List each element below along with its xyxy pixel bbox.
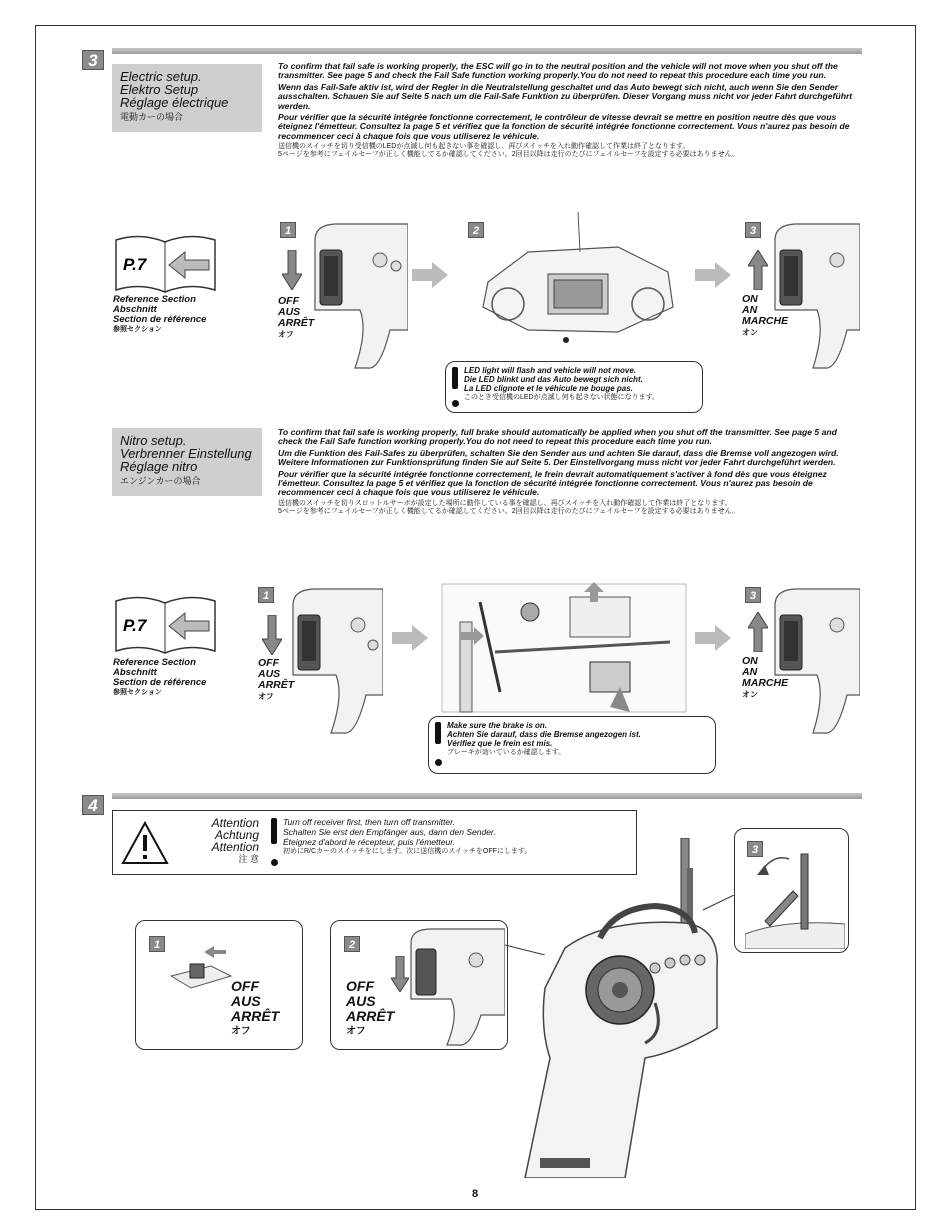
electric-note-callout (445, 361, 703, 413)
step4-off-fr-2: ARRÊT (346, 1008, 395, 1024)
nitro-off-en: OFF (258, 657, 279, 669)
transmitter-off-illustration (300, 220, 408, 370)
nitro-text-jp1: 送信機のスイッチを切りスロットルサーボが設定した場所に動作している事を確認し、再びスイッチを入れ動作確認して作業は終了となります。 (278, 499, 732, 507)
step4-off-jp-1: オフ (231, 1026, 251, 1037)
step4-off-de-2: AUS (346, 993, 376, 1009)
electric-sub2-badge: 2 (468, 222, 484, 238)
arrow-right-icon (695, 625, 731, 651)
step-4-bar (112, 793, 862, 799)
exclamation-icon (435, 722, 441, 744)
electric-instructions (278, 62, 856, 159)
exclamation-icon (271, 818, 277, 844)
nitro-title-jp: エンジンカーの場合 (120, 476, 201, 486)
step4-transmitter-off-label (346, 979, 394, 1039)
warn-de: Schalten Sie erst den Empfänger aus, dann den Sender. (283, 827, 496, 837)
electric-title-de: Elektro Setup (120, 82, 199, 97)
electric-off-label (278, 296, 314, 340)
nitro-text-en: To confirm that fail safe is working properly, full brake should automatically be applied when you shut off the transmitter. See page 5 and check the Fail Safe function working properly.You do not need to repeat this procedure each time you run. (278, 427, 837, 447)
nitro-text-fr: Pour vérifier que la sécurité intégrée fonctionne correctement, le frein devrait automatiquement s'activer à fond dès que vous éteignez l'émetteur. Consultez la page 5 et vérifiez que la fonction de sécurité intégrée fonctionne correctement. Vous n'aurez pas besoin de recommencer ceci à chaque fois que vous utiliserez le véhicule. (278, 468, 827, 498)
electric-ref-page: P.7 (123, 255, 147, 274)
antenna-illustration (745, 849, 845, 949)
warn-jp: 初めにR/Cカーのスイッチをにします。次に送信機のスイッチをOFFにします。 (283, 848, 532, 855)
step4-off-en-1: OFF (231, 978, 259, 994)
arrow-up-icon (748, 250, 768, 290)
electric-ref-jp: 参照セクション (113, 326, 162, 333)
electric-off-en: OFF (278, 295, 299, 307)
bullet-icon (435, 759, 442, 766)
electric-title-en: Electric setup. (120, 69, 202, 84)
warn-fr: Éteignez d'abord le récepteur, puis l'émetteur. (283, 837, 456, 847)
nitro-ref-de: Abschnitt (113, 667, 157, 678)
attention-jp: 注 意 (238, 854, 259, 864)
arrow-right-icon (412, 262, 448, 288)
electric-text-en: To confirm that fail safe is working properly, the ESC will go in to the neutral position and the vehicle will not move when you shut off the transmitter. See page 5 and check the Fail Safe function working properly.You do not need to repeat this procedure each time you run. (278, 61, 838, 81)
electric-note-de: Die LED blinkt und das Auto bewegt sich nicht. (464, 375, 643, 384)
step-3-bar (112, 48, 862, 54)
nitro-ref-jp: 参照セクション (113, 689, 162, 696)
step4-off-fr-1: ARRÊT (231, 1008, 280, 1024)
nitro-on-fr: MARCHE (742, 677, 789, 689)
electric-ref-fr: Section de référence (113, 314, 207, 325)
nitro-off-fr: ARRÊT (258, 679, 295, 691)
buggy-chassis-illustration (468, 212, 690, 362)
nitro-note-en: Make sure the brake is on. (447, 721, 548, 730)
step4-off-en-2: OFF (346, 978, 374, 994)
step4-off-jp-2: オフ (346, 1026, 366, 1037)
electric-title-jp: 電動カーの場合 (120, 112, 184, 122)
nitro-on-label (742, 656, 788, 700)
attention-en: Attention (211, 816, 259, 830)
electric-setup-box (112, 64, 262, 132)
nitro-note-jp: ブレーキが効いているか確認します。 (447, 749, 566, 756)
arrow-down-icon (282, 250, 302, 290)
warn-en: Turn off receiver first, then turn off transmitter. (283, 817, 455, 827)
electric-note-en: LED light will flash and vehicle will not move. (464, 366, 637, 375)
bullet-icon (452, 400, 459, 407)
electric-title-fr: Réglage électrique (120, 95, 229, 110)
arrow-right-icon (392, 625, 428, 651)
electric-off-de: AUS (278, 306, 301, 318)
nitro-off-de: AUS (258, 668, 281, 680)
nitro-ref-page: P.7 (123, 616, 147, 635)
electric-on-fr: MARCHE (742, 315, 789, 327)
electric-ref-en: Reference Section (113, 294, 196, 305)
brake-linkage-illustration (440, 582, 688, 714)
electric-text-jp2: 5ページを参考にフェイルセーフが正しく機能してるか確認してください。2回目以降は走行のたびにフェイルセーフを設定する必要はありません。 (278, 151, 740, 159)
electric-sub3-badge: 3 (745, 222, 761, 238)
electric-on-de: AN (742, 304, 758, 316)
nitro-text-de: Um die Funktion des Fail-Safes zu überprüfen, schalten Sie den Sender aus und achten Sie darauf, dass die Bremse voll angezogen wird. Weitere Informationen zur Funktionsprüfung finden Sie auf Seite 5. Der Einstellvorgang muss nicht vor jeder Fahrt durchgeführt werden. (278, 447, 839, 468)
arrow-right-icon (695, 262, 731, 288)
electric-off-jp: オフ (278, 330, 294, 339)
nitro-reference (113, 658, 206, 698)
attention-de: Achtung (214, 828, 259, 842)
nitro-sub1-badge: 1 (258, 587, 274, 603)
nitro-note-de: Achten Sie darauf, dass die Bremse angezogen ist. (447, 730, 641, 739)
nitro-instructions (278, 428, 856, 516)
electric-on-en: ON (742, 293, 758, 305)
nitro-setup-box (112, 428, 262, 496)
nitro-note-callout (428, 716, 716, 774)
nitro-ref-en: Reference Section (113, 657, 196, 668)
electric-on-label (742, 294, 788, 338)
transmitter-off-illustration (401, 925, 505, 1047)
attention-label (173, 817, 259, 865)
step-3-badge: 3 (82, 50, 104, 70)
nitro-text-jp2: 5ページを参考にフェイルセーフが正しく機能してるか確認してください。2回目以降は走行のたびにフェイルセーフを設定する必要はありません。 (278, 507, 740, 515)
step4-off-de-1: AUS (231, 993, 261, 1009)
warning-icon (121, 821, 169, 865)
step4-sub3-badge: 3 (747, 841, 763, 857)
nitro-ref-fr: Section de référence (113, 677, 207, 688)
nitro-off-jp: オフ (258, 692, 274, 701)
electric-reference (113, 295, 206, 335)
electric-text-de: Wenn das Fail-Safe aktiv ist, wird der Regler in die Neutralstellung geschaltet und das Auto bewegt sich nicht, auch wenn Sie den Sender ausschalten. Schauen Sie auf Seite 5 nach um die Fail-Safe Funktion zu überprüfen. Dieser Vorgang muss nicht vor jeder Fahrt durchgeführt werden. (278, 81, 853, 111)
electric-note-fr: La LED clignote et le véhicule ne bouge pas. (464, 384, 633, 393)
receiver-switch-illustration (166, 946, 236, 1001)
attention-fr: Attention (211, 840, 259, 854)
electric-note-jp: このとき受信機のLEDが点滅し何も起きない状態になります。 (464, 394, 660, 401)
electric-sub1-badge: 1 (280, 222, 296, 238)
nitro-title-fr: Réglage nitro (120, 459, 198, 474)
nitro-sub3-badge: 3 (745, 587, 761, 603)
book-icon (113, 232, 218, 296)
page-number: 8 (471, 1188, 479, 1200)
arrow-up-icon (748, 612, 768, 652)
nitro-title-en: Nitro setup. (120, 433, 187, 448)
arrow-down-icon (262, 615, 282, 655)
exclamation-icon (452, 367, 458, 389)
receiver-off-box (135, 920, 303, 1050)
transmitter-main-illustration (505, 838, 735, 1178)
step4-sub2-badge: 2 (344, 936, 360, 952)
electric-text-jp1: 送信機のスイッチを切り受信機のLEDが点滅し何も起きない事を確認し、再びスイッチを入れ動作確認して作業は終了となります。 (278, 143, 690, 151)
step-4-badge: 4 (82, 795, 104, 815)
step4-sub1-badge: 1 (149, 936, 165, 952)
nitro-off-label (258, 658, 294, 702)
electric-on-jp: オン (742, 328, 758, 337)
nitro-note-fr: Vérifiez que le frein est mis. (447, 739, 553, 748)
electric-off-fr: ARRÊT (278, 317, 315, 329)
transmitter-off-box (330, 920, 508, 1050)
nitro-on-jp: オン (742, 690, 758, 699)
antenna-box (734, 828, 849, 953)
nitro-title-de: Verbrenner Einstellung (120, 446, 252, 461)
book-icon (113, 593, 218, 657)
bullet-icon (271, 859, 278, 866)
leader-lines (505, 895, 735, 955)
electric-text-fr: Pour vérifier que la sécurité intégrée fonctionne correctement, le contrôleur de vitesse devrait se mettre en position neutre dès que vous éteignez l'émetteur. Consultez la page 5 et vérifiez que la fonction de sécurité intégrée fonctionne correctement. Vous n'aurez pas besoin de recommencer ceci à chaque fois que vous utiliserez le véhicule. (278, 112, 850, 141)
electric-ref-de: Abschnitt (113, 304, 157, 315)
nitro-on-en: ON (742, 655, 758, 667)
nitro-on-de: AN (742, 666, 758, 678)
step4-receiver-off-label (231, 979, 279, 1039)
